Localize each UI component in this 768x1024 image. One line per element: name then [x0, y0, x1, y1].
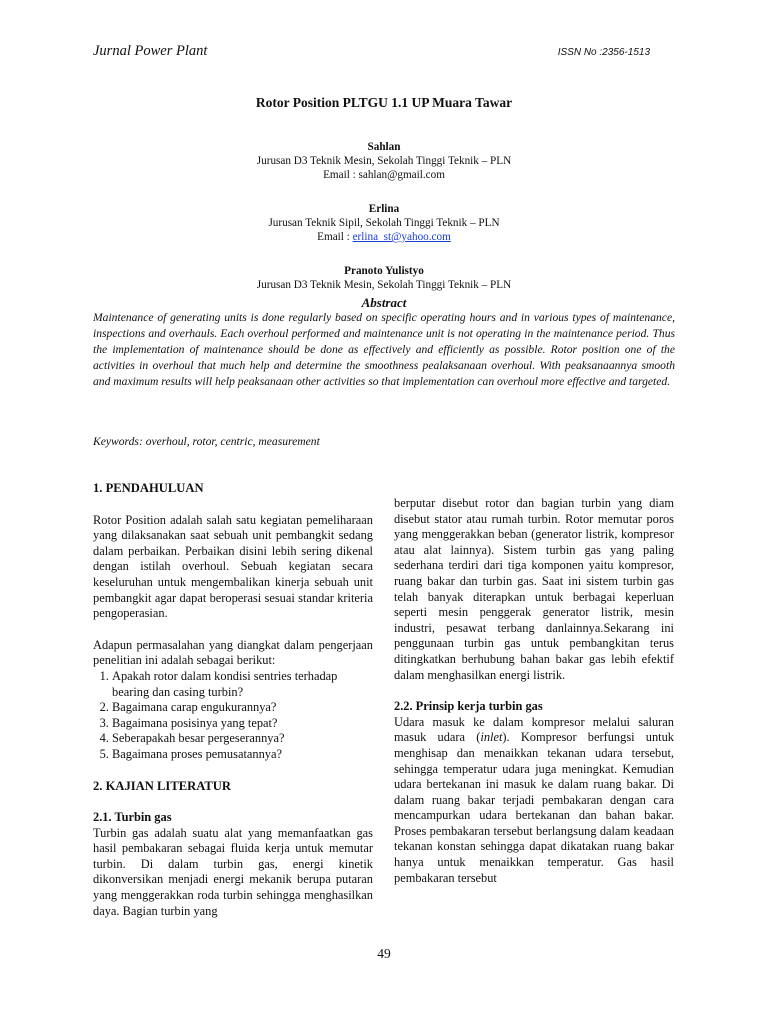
section-1-paragraph-2: Adapun permasalahan yang diangkat dalam pengerjaan penelitian ini adalah sebagai berikut:	[93, 637, 373, 668]
keywords: Keywords: overhoul, rotor, centric, measurement	[93, 435, 320, 448]
author-email: sahlan@gmail.com	[358, 169, 445, 181]
author-affiliation: Jurusan D3 Teknik Mesin, Sekolah Tinggi Teknik – PLN	[256, 279, 512, 291]
right-column	[394, 496, 674, 886]
subsection-2-2-heading: 2.2. Prinsip kerja turbin gas	[394, 699, 543, 714]
list-item: 4. Seberapakah besar pergeserannya?	[112, 731, 373, 747]
author-email-line	[93, 230, 675, 244]
abstract-heading: Abstract	[361, 295, 407, 310]
section-1-paragraph-1: Rotor Position adalah salah satu kegiatan pemeliharaan yang dilaksanakan saat sebuah unit pembangkit sedang dalam perbaikan. Perbaikan disini lebih sering dikenal dengan istilah overhoul. Sebuah kegiatan secara keseluruhan untuk mengembalikan kinerja sebuah unit pembangkit agar dapat beroperasi sesuai standar kriteria pengoperasian.	[93, 512, 373, 621]
list-item: 3. Bagaimana posisinya yang tepat?	[112, 716, 373, 732]
section-2-heading: 2. KAJIAN LITERATUR	[93, 778, 231, 793]
issn-number: ISSN No :2356-1513	[557, 47, 650, 58]
list-item: 2. Bagaimana carap engukurannya?	[112, 700, 373, 716]
list-item: 5. Bagaimana proses pemusatannya?	[112, 747, 373, 763]
email-label: Email :	[323, 169, 359, 181]
email-label: Email :	[317, 231, 353, 243]
subsection-2-1-body-left: Turbin gas adalah suatu alat yang memanfaatkan gas hasil pembakaran sebagai fluida kerja untuk memutar turbin. Di dalam turbin gas, energi kinetik dikonversikan menjadi energi mekanik berupa putaran yang menggerakkan roda turbin sehingga menghasilkan daya. Bagian turbin yang	[93, 825, 373, 918]
author-name: Sahlan	[367, 141, 401, 153]
author-2	[93, 202, 675, 244]
body-text: Udara masuk ke dalam kompresor melalui saluran masuk udara (	[394, 714, 674, 745]
subsection-2-2-body	[394, 715, 674, 887]
body-text: ). Kompresor berfungsi untuk menghisap dan menaikkan tekanan udara tersebut, sehingga temperatur udara juga meningkat. Kemudian udara bertekanan ini masuk ke dalam ruang bakar. Di dalam ruang bakar terjadi pembakaran dengan cara mencampurkan udara bertekanan dan bahan bakar. Proses pembakaran tersebut berlangsung dalam keadaan tekanan konstan sehingga dapat dikatakan ruang bakar hanya untuk menaikkan temperatur. Gas hasil pembakaran tersebut	[394, 730, 674, 885]
author-email-link[interactable]: erlina_st@yahoo.com	[352, 231, 451, 243]
author-affiliation: Jurusan D3 Teknik Mesin, Sekolah Tinggi Teknik – PLN	[256, 155, 512, 167]
abstract-body: Maintenance of generating units is done regularly based on specific operating hours and in various types of maintenance, inspections and overhauls. Each overhoul performed and maintenance unit is not operating in the maintenance period. Thus the implementation of maintenance should be done as effectively and efficiently as possible. Rotor position one of the activities in overhoul that much help and determine the smoothness pealaksanaan overhoul. With peaksanaannya smooth and maximum results will help peaksanaan other activities so that implementation can overhoul more effective and targeted.	[93, 311, 675, 389]
subsection-2-1-body-right: berputar disebut rotor dan bagian turbin yang diam disebut stator atau rumah turbin. Rotor memutar poros yang menggerakkan beban (generator listrik, kompresor atau alat lainnya). Sistem turbin gas yang paling sederhana terdiri dari tiga komponen yaitu kompresor, ruang bakar dan turbin gas. Saat ini sistem turbin gas telah banyak diterapkan untuk berbagai keperluan seperti mesin penggerak generator listrik, mesin industri, pesawat terbang danlainnya.Sekarang ini penggunaan turbin gas untuk pembangkitan terus ditingkatkan berhubung bahan bakar gas lebih efektif dalam menghasilkan energi listrik.	[394, 496, 674, 682]
author-email-line	[93, 168, 675, 182]
author-name: Pranoto Yulistyo	[344, 265, 424, 277]
list-item: 1. Apakah rotor dalam kondisi sentries terhadap bearing dan casing turbin?	[112, 669, 373, 700]
section-1-heading: 1. PENDAHULUAN	[93, 481, 204, 495]
author-name: Erlina	[368, 203, 400, 215]
left-column	[93, 481, 373, 919]
research-questions	[93, 669, 373, 763]
author-3	[93, 264, 675, 292]
author-affiliation: Jurusan Teknik Sipil, Sekolah Tinggi Teknik – PLN	[268, 217, 500, 229]
page-number: 49	[377, 946, 391, 961]
author-1	[93, 140, 675, 182]
paper-title: Rotor Position PLTGU 1.1 UP Muara Tawar	[255, 95, 513, 110]
author-block	[93, 140, 675, 312]
subsection-2-1-heading: 2.1. Turbin gas	[93, 810, 172, 825]
journal-name: Jurnal Power Plant	[93, 43, 208, 59]
inlet-term: inlet	[480, 730, 503, 745]
